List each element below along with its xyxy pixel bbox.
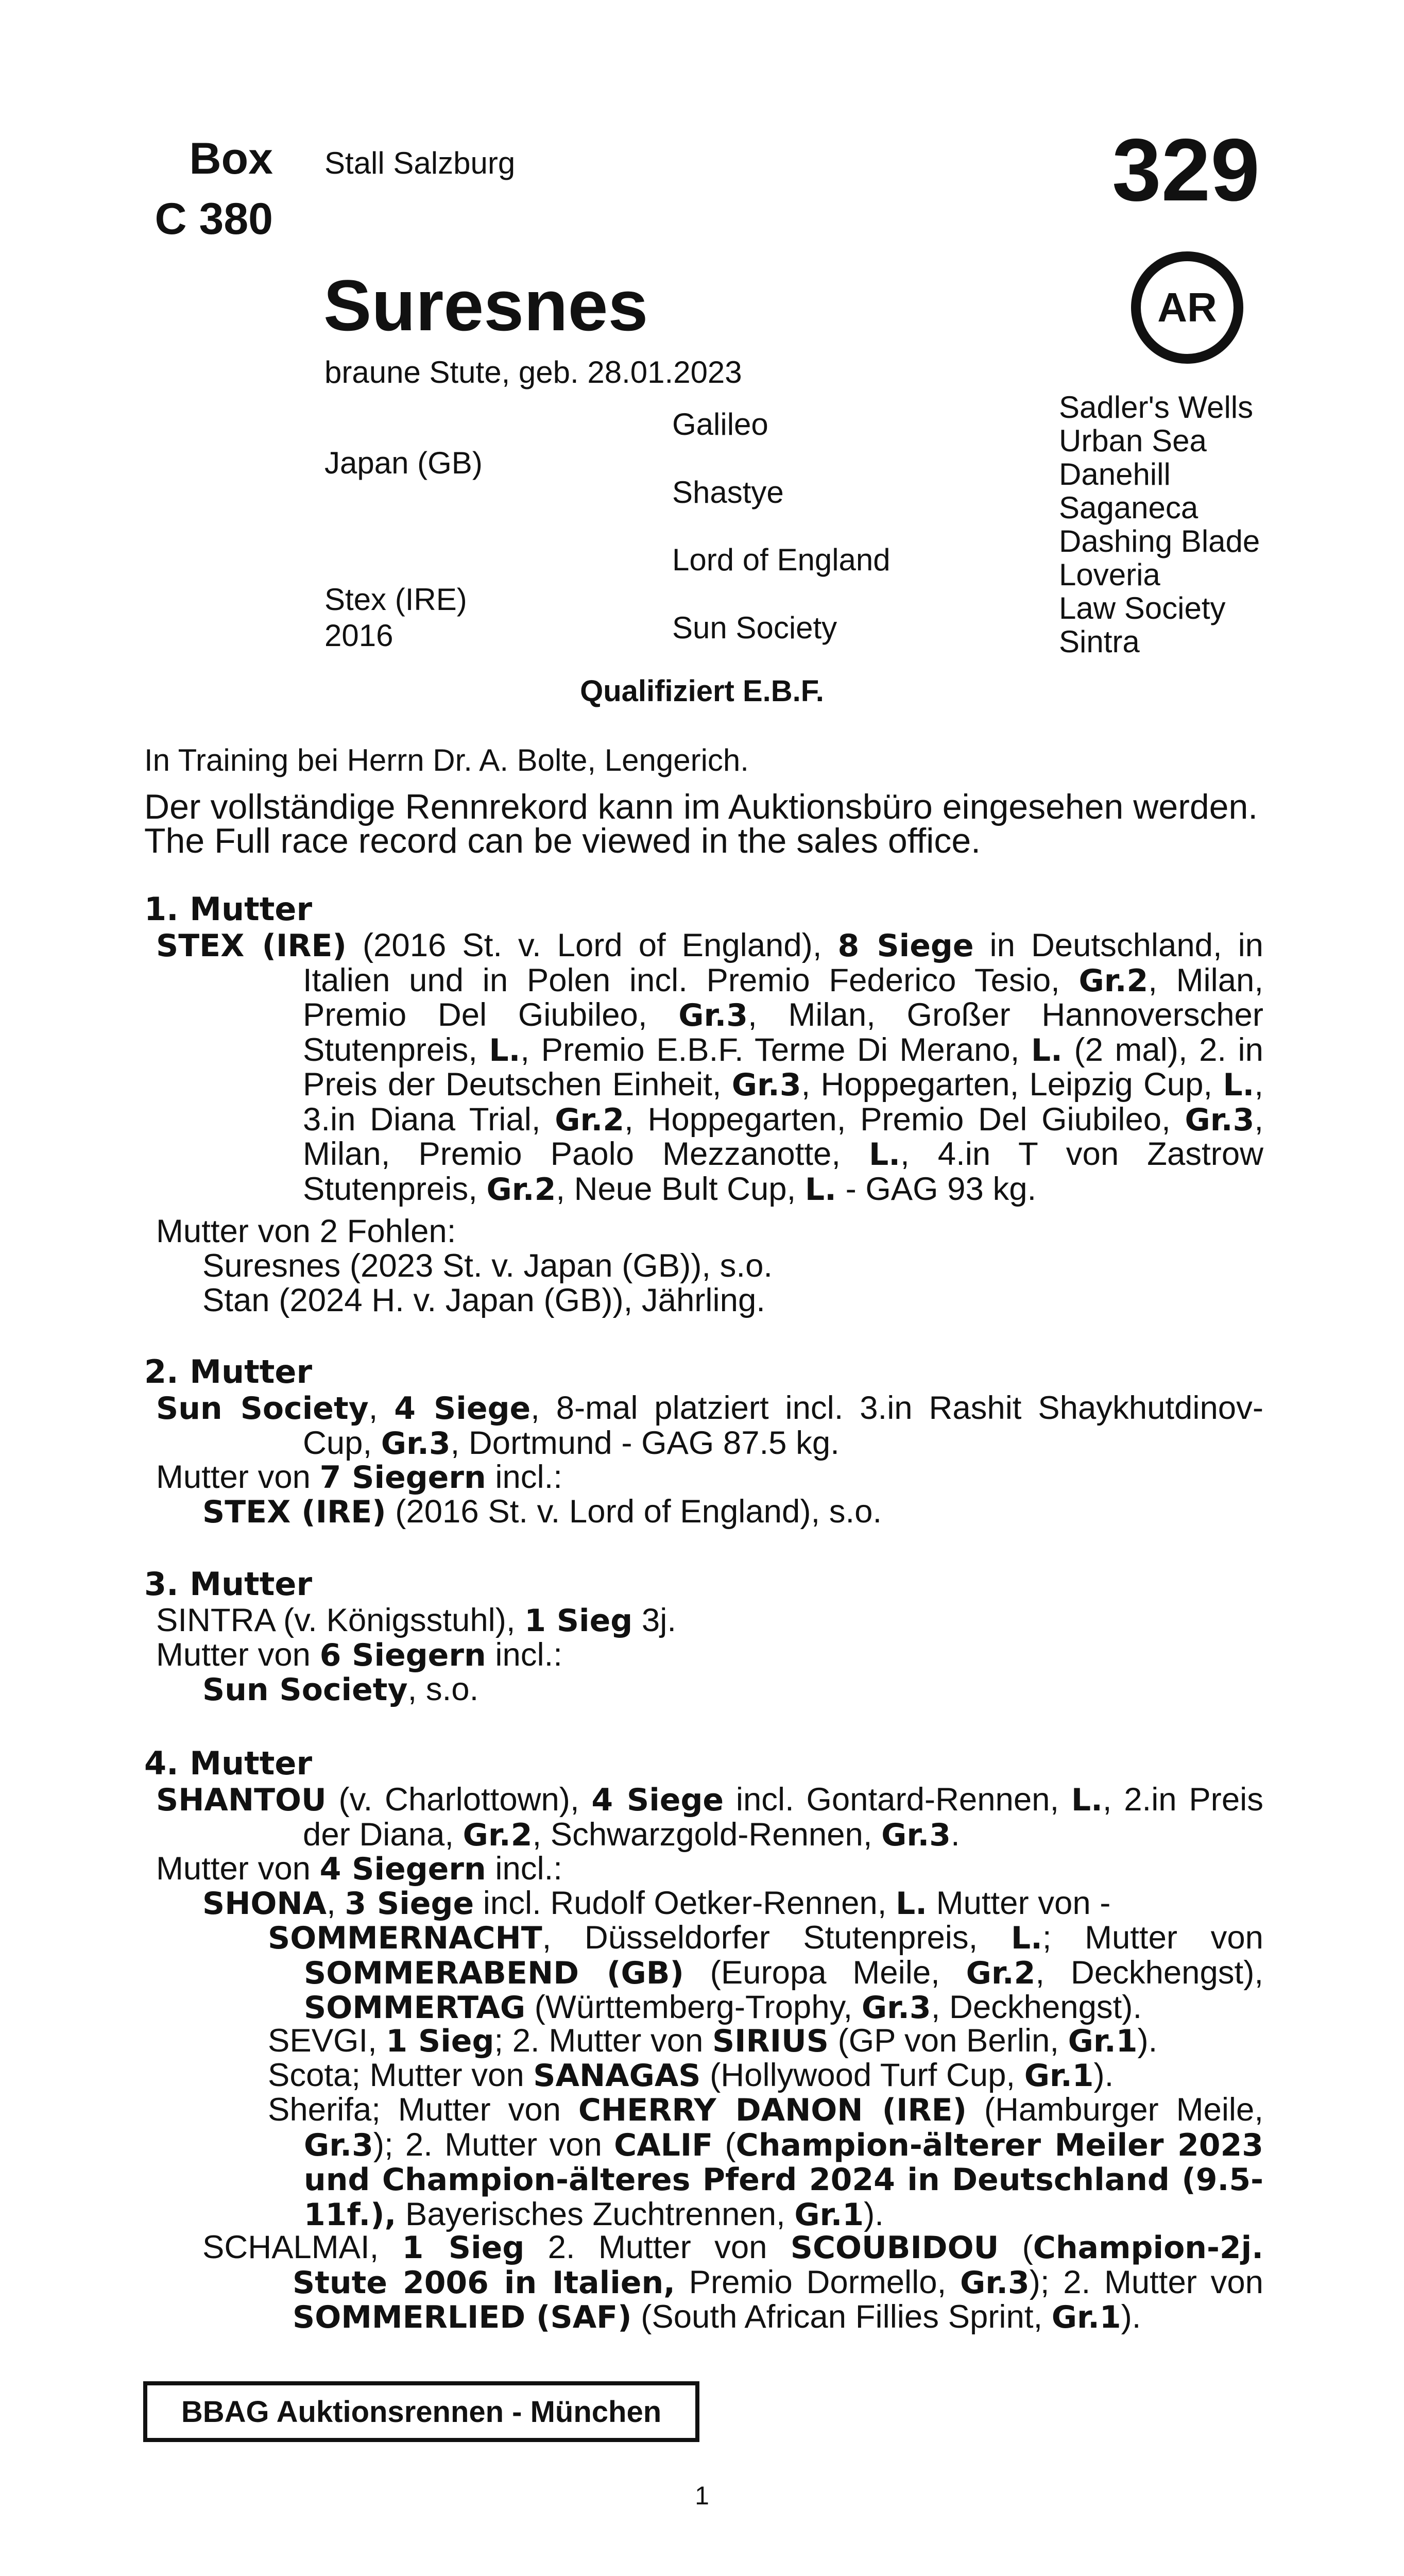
bold: Gr.3 — [731, 1067, 801, 1103]
text: , 2.in Preis der Diana, — [303, 1782, 1264, 1853]
bold: 6 Siegern — [319, 1637, 486, 1673]
bold: Gr.3 — [304, 2127, 373, 2163]
dam-2-record — [156, 1391, 1263, 1461]
dam-3-record — [156, 1603, 676, 1638]
text: , Hoppegarten, Leipzig Cup, — [801, 1066, 1223, 1103]
dam-1-record — [156, 928, 1263, 1207]
ar-badge — [1131, 251, 1243, 364]
dam-3-offspring-1 — [202, 1672, 478, 1707]
bold: 4 Siege — [394, 1391, 531, 1427]
bold: Gr.3 — [1185, 1101, 1255, 1138]
ar-badge-label: AR — [1157, 284, 1217, 330]
ggp-6: Loveria — [1059, 557, 1160, 592]
text: 3j. — [632, 1602, 676, 1638]
dam-1-name: STEX (IRE) — [156, 928, 347, 964]
qualification: Qualifiziert E.B.F. — [580, 674, 824, 708]
ggp-3: Danehill — [1059, 457, 1171, 492]
record-note-en: The Full race record can be viewed in the sales office. — [144, 821, 981, 860]
dam-1-offspring-1: Suresnes (2023 St. v. Japan (GB)), s.o. — [202, 1248, 773, 1284]
dam-2-offspring-1 — [202, 1495, 882, 1530]
bold: Champion-älterer Meiler 2023 und Champion-älteres Pferd 2024 in Deutschland (9.5-11f.), — [304, 2127, 1263, 2233]
lot-number: 329 — [1112, 121, 1260, 219]
text: , — [327, 1885, 345, 1921]
bold: Gr.1 — [1068, 2023, 1138, 2059]
bold: SOMMERLIED (SAF) — [293, 2299, 632, 2335]
text: (v. Charlottown), — [326, 1782, 592, 1818]
bold: 3 Siege — [345, 1886, 474, 1922]
dam-2-name: Sun Society — [156, 1391, 369, 1427]
bold: Gr.3 — [381, 1425, 451, 1462]
bold: L. — [1223, 1067, 1255, 1103]
bold: 1 Sieg — [524, 1603, 633, 1639]
text: SINTRA (v. Königsstuhl), — [156, 1602, 525, 1638]
text: ); 2. Mutter von — [373, 2126, 614, 2163]
ggp-4: Saganeca — [1059, 490, 1198, 525]
text: Bayerisches Zuchtrennen, — [396, 2196, 795, 2232]
dam-1-offspring-intro: Mutter von 2 Fohlen: — [156, 1213, 456, 1249]
bold: Gr.1 — [1024, 2058, 1094, 2094]
bold: Gr.3 — [678, 997, 748, 1033]
bold: SOMMERNACHT — [268, 1920, 542, 1956]
text: incl.: — [486, 1851, 562, 1887]
dam-3-offspring-intro — [156, 1638, 562, 1673]
ggp-1: Sadler's Wells — [1059, 390, 1254, 425]
text: Sherifa; Mutter von — [268, 2092, 578, 2128]
horse-name: Suresnes — [323, 265, 648, 346]
box-label: Box — [189, 134, 273, 183]
pedigree-sire-sire: Galileo — [672, 407, 768, 442]
bold: Gr.1 — [1051, 2299, 1121, 2335]
text: (South African Fillies Sprint, — [631, 2299, 1052, 2335]
text: (Württemberg-Trophy, — [525, 1989, 862, 2025]
section-title-1: 1. Mutter — [144, 890, 313, 928]
dam-1-offspring-2: Stan (2024 H. v. Japan (GB)), Jährling. — [202, 1282, 765, 1318]
bold: L. — [489, 1032, 521, 1069]
text: SCHALMAI, — [202, 2229, 402, 2265]
text: , Milan, Premio Paolo Mezzanotte, — [303, 1101, 1263, 1172]
text: Scota; Mutter von — [268, 2057, 534, 2093]
text: Mutter von - — [927, 1885, 1111, 1921]
dam-4-schalmai — [202, 2230, 1263, 2335]
dam-4-offspring-intro — [156, 1852, 562, 1887]
text: ). — [864, 2196, 884, 2232]
text: , Schwarzgold-Rennen, — [532, 1816, 882, 1853]
stall-name: Stall Salzburg — [324, 146, 516, 180]
bold: SOMMERTAG — [304, 1990, 526, 2026]
bold: L. — [1071, 1782, 1103, 1818]
text: , Deckhengst). — [931, 1989, 1142, 2025]
text: (2 mal), 2. in Preis der Deutschen Einheit, — [303, 1031, 1263, 1103]
box-number: C 380 — [155, 194, 273, 244]
bold: SHONA — [202, 1886, 327, 1922]
text: incl.: — [486, 1459, 562, 1495]
section-title-2: 2. Mutter — [144, 1353, 313, 1391]
bold: CHERRY DANON (IRE) — [578, 2092, 967, 2128]
bold: Sun Society — [202, 1672, 408, 1708]
bold: 4 Siegern — [319, 1851, 486, 1887]
text: , Dortmund - GAG 87.5 kg. — [450, 1425, 840, 1461]
text: , 8-mal platziert incl. 3.in Rashit Shaykhutdinov-Cup, — [303, 1390, 1263, 1461]
dam-4-record — [156, 1783, 1263, 1852]
text: ( — [713, 2126, 736, 2163]
race-box-label: BBAG Auktionsrennen - München — [181, 2395, 662, 2429]
text: in Deutschland, in Italien und in Polen incl. Premio Federico Tesio, — [303, 927, 1263, 998]
text: - GAG 93 kg. — [836, 1171, 1037, 1207]
dam-4-scota — [268, 2058, 1114, 2093]
text: , Milan, Großer Hannoverscher Stutenpreis, — [303, 997, 1263, 1068]
bold: Champion-2j. Stute 2006 in Italien, — [293, 2230, 1264, 2301]
text: (2016 St. v. Lord of England), s.o. — [386, 1494, 882, 1530]
bold: 8 Siege — [837, 928, 974, 964]
text: , Neue Bult Cup, — [556, 1171, 805, 1207]
text: ). — [1121, 2299, 1141, 2335]
text: , Milan, Premio Del Giubileo, — [303, 962, 1263, 1033]
text: , Deckhengst), — [1035, 1954, 1263, 1991]
text: SEVGI, — [268, 2023, 386, 2059]
text: (Hamburger Meile, — [967, 2092, 1263, 2128]
bold: Gr.2 — [555, 1101, 625, 1138]
bold: Gr.1 — [794, 2196, 864, 2233]
text: Mutter von — [156, 1637, 320, 1673]
bold: L. — [869, 1137, 901, 1173]
text: Mutter von — [156, 1851, 320, 1887]
bold: SANAGAS — [533, 2058, 701, 2094]
ggp-7: Law Society — [1059, 591, 1226, 625]
training-note: In Training bei Herrn Dr. A. Bolte, Lengerich. — [144, 743, 749, 777]
text: 2. Mutter von — [524, 2229, 791, 2265]
text: (Europa Meile, — [683, 1954, 966, 1991]
pedigree-dam: Stex (IRE) — [324, 582, 467, 617]
section-title-4: 4. Mutter — [144, 1744, 313, 1782]
bold: L. — [1011, 1920, 1042, 1956]
bold: SIRIUS — [712, 2023, 829, 2059]
bold: 1 Sieg — [386, 2023, 494, 2059]
ggp-8: Sintra — [1059, 624, 1140, 659]
text: Premio Dormello, — [675, 2264, 960, 2300]
bold: STEX (IRE) — [202, 1494, 386, 1530]
dam-4-sevgi — [268, 2024, 1157, 2059]
text: ; Mutter von — [1042, 1920, 1263, 1956]
dam-4-sommernacht — [268, 1921, 1263, 2025]
bold: Gr.3 — [960, 2264, 1030, 2301]
page-number: 1 — [695, 2481, 709, 2510]
text: , s.o. — [407, 1671, 479, 1707]
text: Mutter von — [156, 1459, 320, 1495]
bold: SCOUBIDOU — [790, 2230, 999, 2266]
text: (Hollywood Turf Cup, — [700, 2057, 1024, 2093]
bold: Gr.3 — [881, 1817, 951, 1853]
text: ; 2. Mutter von — [494, 2023, 712, 2059]
text: , Hoppegarten, Premio Del Giubileo, — [624, 1101, 1185, 1138]
race-box — [143, 2381, 699, 2442]
bold: Gr.2 — [966, 1955, 1036, 1991]
text: ). — [1093, 2057, 1114, 2093]
bold: Gr.2 — [463, 1817, 533, 1853]
bold: Gr.2 — [486, 1171, 556, 1208]
record-note-de: Der vollständige Rennrekord kann im Auktionsbüro eingesehen werden. — [144, 787, 1258, 826]
pedigree-dam-sire: Lord of England — [672, 543, 891, 577]
section-title-3: 3. Mutter — [144, 1565, 313, 1603]
pedigree-sire: Japan (GB) — [324, 446, 483, 480]
text: . — [950, 1816, 960, 1853]
dam-4-sherifa — [268, 2093, 1263, 2232]
dam-4-name: SHANTOU — [156, 1782, 327, 1818]
horse-description: braune Stute, geb. 28.01.2023 — [324, 355, 742, 389]
bold: Gr.2 — [1078, 962, 1149, 999]
text: (GP von Berlin, — [828, 2023, 1068, 2059]
pedigree-dam-dam: Sun Society — [672, 611, 837, 645]
text: ); 2. Mutter von — [1029, 2264, 1263, 2300]
text: ). — [1137, 2023, 1158, 2059]
text: incl. Rudolf Oetker-Rennen, — [474, 1885, 896, 1921]
text: , — [368, 1390, 395, 1426]
text: ( — [999, 2229, 1033, 2265]
bold: 7 Siegern — [319, 1460, 486, 1496]
bold: L. — [1031, 1032, 1063, 1069]
pedigree-sire-dam: Shastye — [672, 475, 784, 510]
bold: SOMMERABEND (GB) — [304, 1955, 684, 1991]
dam-4-shona — [202, 1886, 1110, 1921]
ggp-5: Dashing Blade — [1059, 524, 1260, 558]
great-grandparents — [1059, 391, 1260, 658]
bold: 4 Siege — [591, 1782, 724, 1818]
pedigree-dam-year: 2016 — [324, 618, 393, 653]
bold: Gr.3 — [861, 1990, 931, 2026]
dam-2-offspring-intro — [156, 1460, 562, 1495]
text: , 4.in T von Zastrow Stutenpreis, — [303, 1136, 1263, 1207]
text: , Premio E.B.F. Terme Di Merano, — [520, 1031, 1031, 1068]
bold: L. — [896, 1886, 928, 1922]
text: incl.: — [486, 1637, 562, 1673]
text: , 3.in Diana Trial, — [303, 1066, 1263, 1138]
bold: L. — [804, 1171, 836, 1208]
text: incl. Gontard-Rennen, — [724, 1782, 1071, 1818]
text: (2016 St. v. Lord of England), — [346, 927, 838, 963]
bold: CALIF — [614, 2127, 713, 2163]
bold: 1 Sieg — [402, 2230, 525, 2266]
text: , Düsseldorfer Stutenpreis, — [542, 1920, 1011, 1956]
ggp-2: Urban Sea — [1059, 423, 1207, 458]
